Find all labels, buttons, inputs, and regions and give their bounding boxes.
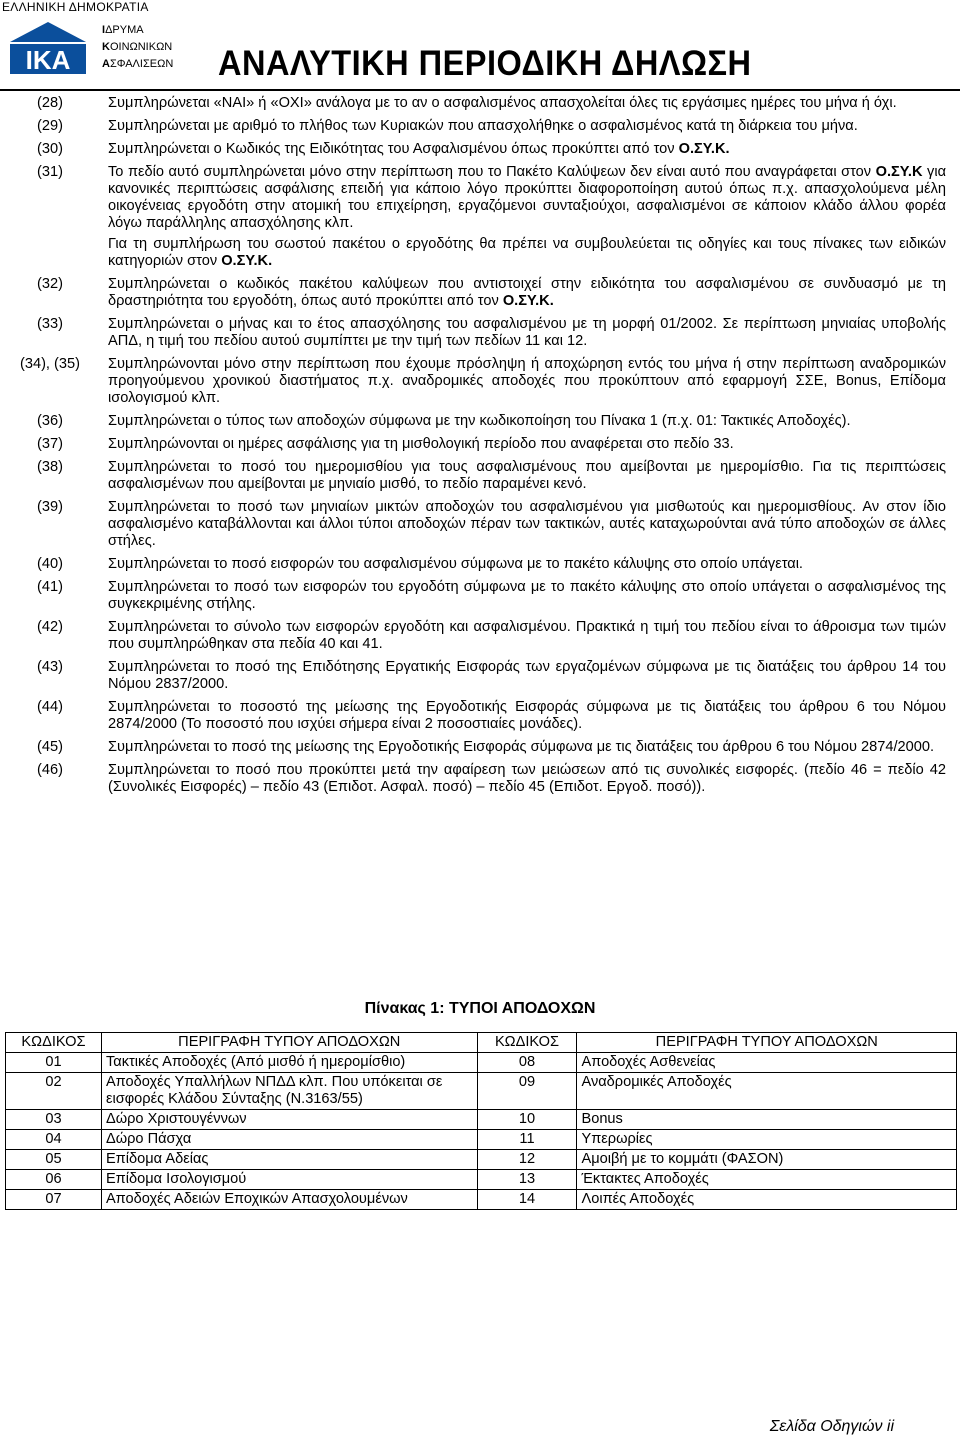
field-note-text xyxy=(108,164,946,270)
organization-name: ΙΔΡΥΜΑ ΚΟΙΝΩΝΙΚΩΝ ΑΣΦΑΛΙΣΕΩΝ xyxy=(102,24,174,70)
table-row xyxy=(6,1170,957,1190)
income-description-cell: Έκτακτες Αποδοχές xyxy=(577,1170,957,1190)
field-note xyxy=(0,699,960,733)
osyk-reference: Ο.ΣΥ.Κ. xyxy=(678,141,730,157)
field-note-text xyxy=(108,95,946,112)
table-row xyxy=(6,1130,957,1150)
note-paragraph xyxy=(108,236,946,270)
field-note-number: (42) xyxy=(37,619,63,635)
osyk-reference: Ο.ΣΥ.Κ. xyxy=(221,253,273,269)
note-paragraph xyxy=(108,413,946,430)
field-note-number: (30) xyxy=(37,141,63,157)
field-note xyxy=(0,499,960,550)
income-description-cell: Λοιπές Αποδοχές xyxy=(577,1190,957,1210)
field-note xyxy=(0,762,960,796)
field-note xyxy=(0,95,960,112)
field-note-text xyxy=(108,579,946,613)
note-text-segment: Συμπληρώνεται το ποσό της μείωσης της Εργοδοτικής Εισφοράς σύμφωνα με τις διατάξεις του άρθρου 6 του Νόμου 2874/2000. xyxy=(108,739,935,755)
field-note-number: (45) xyxy=(37,739,63,755)
note-text-segment: Συμπληρώνεται το ποσό των μηνιαίων μικτών αποδοχών του ασφαλισμένου για μισθωτούς και ημερομισθίους. Αν στον ίδιο ασφαλισμένο καταβάλλονται και άλλοι τύποι αποδοχών πέραν των τακτικών, αυτές καταχωρούνται ανά τύπο αποδοχών σε άλλες στήλες. xyxy=(108,499,946,549)
field-note-number: (44) xyxy=(37,699,63,715)
field-note-number: (31) xyxy=(37,164,63,180)
field-note-number: (46) xyxy=(37,762,63,778)
field-note-text xyxy=(108,556,946,573)
note-paragraph xyxy=(108,659,946,693)
note-text-segment: Συμπληρώνεται το ποσοστό της μείωσης της Εργοδοτικής Εισφοράς σύμφωνα με τις διατάξεις του άρθρου 6 του Νόμου 2874/2000 (Το ποσοστό που ισχύει σήμερα είναι 2 ποσοστιαίες μονάδες). xyxy=(108,699,946,732)
field-note-number: (37) xyxy=(37,436,63,452)
field-note xyxy=(0,141,960,158)
header-divider xyxy=(0,89,960,91)
note-text-segment: Συμπληρώνονται μόνο στην περίπτωση που έχουμε πρόσληψη ή αποχώρηση εντός του μήνα ή στην περίπτωση αναδρομικών προηγούμενου χρονικού διαστήματος π.χ. αναδρομικές αποδοχές που προκύπτουν από εφαρμογή ΣΣΕ, Bonus, Επίδομα ισολογισμού κλπ. xyxy=(108,356,946,406)
note-paragraph xyxy=(108,556,946,573)
field-note-text xyxy=(108,459,946,493)
note-text-segment: για κανονικές περιπτώσεις ασφάλισης επειδή για κάποιο λόγο προκύπτει διαφοροποίηση αυτού όπως π.χ. απασχολούμενα μέλη οικογένειας εργοδότη στην ατομική του επιχείρηση, εργαζόμενοι συνταξιούχοι, ασφαλισμένοι σε κάποιον κλάδο άλλου φορέα λόγω παράλληλης απασχόλησης κλπ. xyxy=(108,164,947,231)
income-description-cell: Δώρο Πάσχα xyxy=(101,1130,477,1150)
field-note xyxy=(0,619,960,653)
note-paragraph xyxy=(108,459,946,493)
income-code-cell: 09 xyxy=(477,1073,577,1110)
osyk-reference: Ο.ΣΥ.Κ xyxy=(875,164,923,180)
col-header-description: ΠΕΡΙΓΡΑΦΗ ΤΥΠΟΥ ΑΠΟΔΟΧΩΝ xyxy=(577,1033,957,1053)
note-text-segment: Για τη συμπλήρωση του σωστού πακέτου ο εργοδότης θα πρέπει να συμβουλεύεται τις οδηγίες και τους πίνακες των ειδικών κατηγοριών στον xyxy=(108,236,946,269)
income-types-table xyxy=(5,1032,957,1210)
note-paragraph xyxy=(108,699,946,733)
income-code-cell: 05 xyxy=(6,1150,102,1170)
field-note xyxy=(0,436,960,453)
field-note-text xyxy=(108,659,946,693)
income-description-cell: Αποδοχές Υπαλλήλων ΝΠΔΔ κλπ. Που υπόκειται σε εισφορές Κλάδου Σύνταξης (Ν.3163/55) xyxy=(101,1073,477,1110)
note-text-segment: Συμπληρώνεται το ποσό της Επιδότησης Εργατικής Εισφοράς των εργαζομένων σύμφωνα με τις διατάξεις του άρθρου 14 του Νόμου 2837/2000. xyxy=(108,659,946,692)
note-text-segment: Συμπληρώνεται ο τύπος των αποδοχών σύμφωνα με την κωδικοποίηση του Πίνακα 1 (π.χ. 01: Τακτικές Αποδοχές). xyxy=(108,413,851,429)
field-note-text xyxy=(108,413,946,430)
income-description-cell: Αναδρομικές Αποδοχές xyxy=(577,1073,957,1110)
income-description-cell: Επίδομα Ισολογισμού xyxy=(101,1170,477,1190)
col-header-description: ΠΕΡΙΓΡΑΦΗ ΤΥΠΟΥ ΑΠΟΔΟΧΩΝ xyxy=(101,1033,477,1053)
field-note-text xyxy=(108,316,946,350)
field-note-text xyxy=(108,762,946,796)
col-header-code: ΚΩΔΙΚΟΣ xyxy=(477,1033,577,1053)
income-code-cell: 10 xyxy=(477,1110,577,1130)
field-note-text xyxy=(108,141,946,158)
col-header-code: ΚΩΔΙΚΟΣ xyxy=(6,1033,102,1053)
note-paragraph xyxy=(108,141,946,158)
note-paragraph xyxy=(108,739,946,756)
table-row xyxy=(6,1053,957,1073)
field-note-number: (32) xyxy=(37,276,63,292)
field-note xyxy=(0,276,960,310)
note-text-segment: Συμπληρώνονται οι ημέρες ασφάλισης για τη μισθολογική περίοδο που αναφέρεται στο πεδίο 33. xyxy=(108,436,734,452)
income-description-cell: Επίδομα Αδείας xyxy=(101,1150,477,1170)
country-heading: ΕΛΛΗΝΙΚΗ ΔΗΜΟΚΡΑΤΙΑ xyxy=(2,0,149,14)
page-footer: Σελίδα Οδηγιών ii xyxy=(769,1418,894,1435)
note-text-segment: Συμπληρώνεται το ποσό των εισφορών του εργοδότη σύμφωνα με το πακέτο κάλυψης στο οποίο υπάγεται ο ασφαλισμένος της συγκεκριμένης στήλης. xyxy=(108,579,946,612)
field-note xyxy=(0,579,960,613)
field-note-number: (40) xyxy=(37,556,63,572)
table-header-row xyxy=(6,1033,957,1053)
field-note-number: (29) xyxy=(37,118,63,134)
field-note-text xyxy=(108,356,946,407)
field-note-number: (41) xyxy=(37,579,63,595)
income-code-cell: 08 xyxy=(477,1053,577,1073)
field-note-number: (43) xyxy=(37,659,63,675)
income-description-cell: Δώρο Χριστουγέννων xyxy=(101,1110,477,1130)
field-note xyxy=(0,659,960,693)
table-row xyxy=(6,1073,957,1110)
field-note-number: (28) xyxy=(37,95,63,111)
income-code-cell: 14 xyxy=(477,1190,577,1210)
field-note-text xyxy=(108,118,946,135)
note-paragraph xyxy=(108,95,946,112)
note-paragraph xyxy=(108,436,946,453)
table-row xyxy=(6,1110,957,1130)
note-paragraph xyxy=(108,619,946,653)
income-code-cell: 06 xyxy=(6,1170,102,1190)
field-note-text xyxy=(108,276,946,310)
field-note-text xyxy=(108,699,946,733)
field-note-text xyxy=(108,619,946,653)
income-description-cell: Bonus xyxy=(577,1110,957,1130)
income-description-cell: Αμοιβή με το κομμάτι (ΦΑΣΟΝ) xyxy=(577,1150,957,1170)
income-code-cell: 02 xyxy=(6,1073,102,1110)
note-text-segment: Συμπληρώνεται με αριθμό το πλήθος των Κυριακών που απασχολήθηκε ο ασφαλισμένος κατά τη διάρκεια του μήνα. xyxy=(108,118,858,134)
income-code-cell: 04 xyxy=(6,1130,102,1150)
field-note xyxy=(0,316,960,350)
note-text-segment: Το πεδίο αυτό συμπληρώνεται μόνο στην περίπτωση που το Πακέτο Καλύψεων δεν είναι αυτό που αναγράφεται στον xyxy=(108,164,876,180)
field-note xyxy=(0,556,960,573)
osyk-reference: Ο.ΣΥ.Κ. xyxy=(502,293,554,309)
income-description-cell: Τακτικές Αποδοχές (Από μισθό ή ημερομίσθιο) xyxy=(101,1053,477,1073)
note-text-segment: Συμπληρώνεται ο μήνας και το έτος απασχόλησης του ασφαλισμένου με τη μορφή 01/2002. Σε περίπτωση μηνιαίας υποβολής ΑΠΔ, η τιμή του πεδίου αυτού συμπίπτει με την τιμή των πεδίων 11 και 12. xyxy=(108,316,946,349)
note-paragraph xyxy=(108,579,946,613)
page-title: ΑΝΑΛΥΤΙΚΗ ΠΕΡΙΟΔΙΚΗ ΔΗΛΩΣΗ xyxy=(218,44,752,83)
field-note-text xyxy=(108,739,946,756)
income-code-cell: 12 xyxy=(477,1150,577,1170)
field-note xyxy=(0,413,960,430)
note-paragraph xyxy=(108,118,946,135)
table-row xyxy=(6,1190,957,1210)
ika-logo xyxy=(6,20,90,76)
income-description-cell: Αποδοχές Αδειών Εποχικών Απασχολουμένων xyxy=(101,1190,477,1210)
income-code-cell: 01 xyxy=(6,1053,102,1073)
logo-letters: ΙΚΑ xyxy=(25,45,71,75)
field-note xyxy=(0,164,960,270)
field-note xyxy=(0,739,960,756)
field-note-number: (38) xyxy=(37,459,63,475)
table-row xyxy=(6,1150,957,1170)
field-note-text xyxy=(108,436,946,453)
note-text-segment: Συμπληρώνεται ο κωδικός πακέτου καλύψεων που αντιστοιχεί στην ειδικότητα του ασφαλισμένου σε συνδυασμό με τη δραστηριότητα του εργοδότη, όπως αυτό προκύπτει από τον xyxy=(108,276,946,309)
income-code-cell: 07 xyxy=(6,1190,102,1210)
note-paragraph xyxy=(108,499,946,550)
income-code-cell: 11 xyxy=(477,1130,577,1150)
field-note-text xyxy=(108,499,946,550)
income-code-cell: 13 xyxy=(477,1170,577,1190)
note-paragraph xyxy=(108,276,946,310)
note-paragraph xyxy=(108,356,946,407)
field-note-number: (36) xyxy=(37,413,63,429)
field-note xyxy=(0,356,960,407)
income-code-cell: 03 xyxy=(6,1110,102,1130)
field-note-number: (39) xyxy=(37,499,63,515)
field-notes-list xyxy=(0,95,960,802)
table-title: Πίνακας 1: ΤΥΠΟΙ ΑΠΟΔΟΧΩΝ xyxy=(364,1000,596,1017)
note-text-segment: Συμπληρώνεται το ποσό εισφορών του ασφαλισμένου σύμφωνα με το πακέτο κάλυψης στο οποίο υπάγεται. xyxy=(108,556,803,572)
field-note xyxy=(0,118,960,135)
income-description-cell: Αποδοχές Ασθενείας xyxy=(577,1053,957,1073)
note-text-segment: Συμπληρώνεται το σύνολο των εισφορών εργοδότη και ασφαλισμένου. Πρακτικά η τιμή του πεδίου είναι το άθροισμα των τιμών που συμπληρώθηκαν στα πεδία 40 και 41. xyxy=(108,619,946,652)
note-text-segment: Συμπληρώνεται «ΝΑΙ» ή «ΟΧΙ» ανάλογα με το αν ο ασφαλισμένος απασχολείται όλες τις εργάσιμες ημέρες του μήνα ή όχι. xyxy=(108,95,897,111)
note-paragraph xyxy=(108,164,946,232)
note-text-segment: Συμπληρώνεται ο Κωδικός της Ειδικότητας του Ασφαλισμένου όπως προκύπτει από τον xyxy=(108,141,679,157)
income-description-cell: Υπερωρίες xyxy=(577,1130,957,1150)
field-note-number: (34), (35) xyxy=(19,356,80,372)
field-note-number: (33) xyxy=(37,316,63,332)
field-note xyxy=(0,459,960,493)
note-paragraph xyxy=(108,316,946,350)
note-text-segment: Συμπληρώνεται το ποσό που προκύπτει μετά την αφαίρεση των μειώσεων από τις συνολικές εισφορές. (πεδίο 46 = πεδίο 42 (Συνολικές Εισφορές) – πεδίο 43 (Επιδοτ. Ασφαλ. ποσό) – πεδίο 45 (Επιδοτ. Εργοδ. ποσό)). xyxy=(108,762,946,795)
note-text-segment: Συμπληρώνεται το ποσό του ημερομισθίου για τους ασφαλισμένους που αμείβονται με ημερομίσθιο. Για τις περιπτώσεις ασφαλισμένων που αμείβονται με μηνιαίο μισθό, το πεδίο παραμένει κενό. xyxy=(108,459,946,492)
note-paragraph xyxy=(108,762,946,796)
